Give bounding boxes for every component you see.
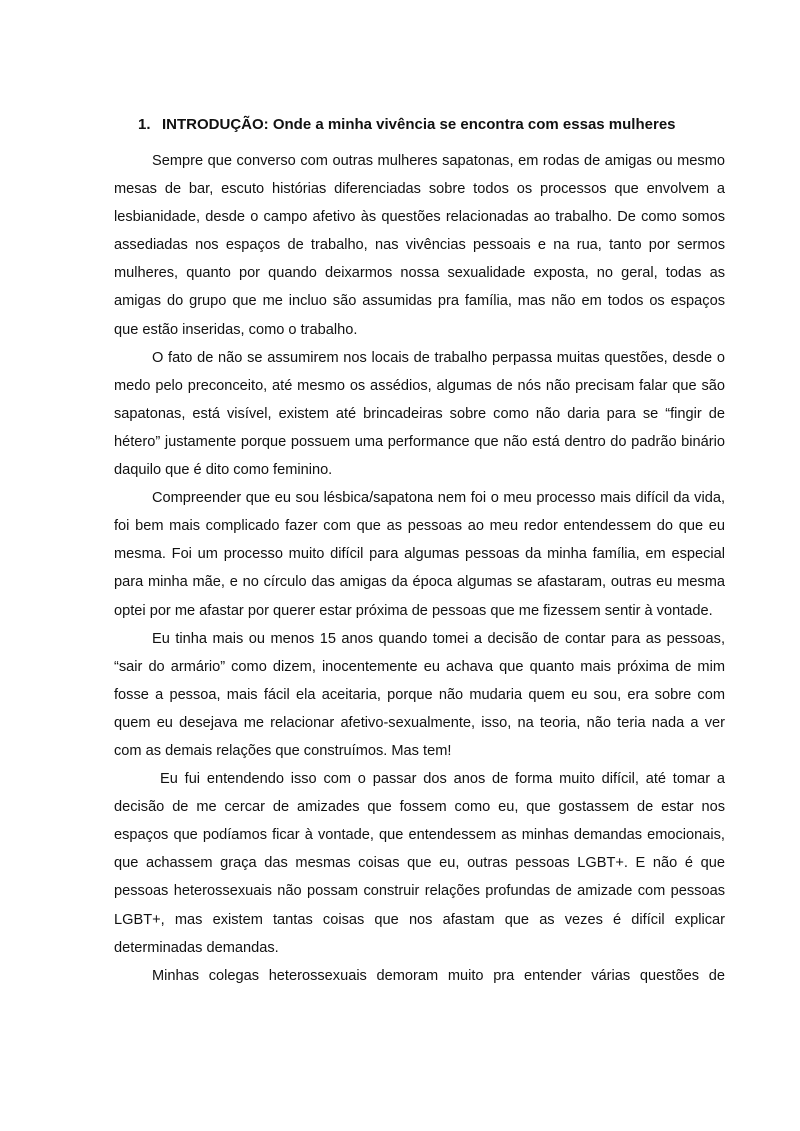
paragraph: O fato de não se assumirem nos locais de trabalho perpassa muitas questões, desde o medo pelo preconceito, até mesmo os assédios, algumas de nós não precisam falar que são sapatonas, está visível, existem até brincadeiras sobre como não daria para se “fingir de hétero” justamente porque possuem uma performance que não está dentro do padrão binário daquilo que é dito como feminino. — [114, 349, 725, 479]
paragraph: Compreender que eu sou lésbica/sapatona nem foi o meu processo mais difícil da vida, foi bem mais complicado fazer com que as pessoas ao meu redor entendessem do que eu mesma. Foi um processo muito difícil para algumas pessoas da minha família, em especial para minha mãe, e no círculo das amigas da época algumas se afastaram, outras eu mesma optei por me afastar por querer estar próxima de pessoas que me fizessem sentir à vontade. — [114, 490, 725, 619]
paragraph: Sempre que converso com outras mulheres sapatonas, em rodas de amigas ou mesmo mesas de bar, escuto histórias diferenciadas sobre todos os processos que envolvem a lesbianidade, desde o campo afetivo às questões relacionadas ao trabalho. De como somos assediadas nos espaços de trabalho, nas vivências pessoais e na rua, tanto por sermos mulheres, quanto por quando deixarmos nossa sexualidade exposta, no geral, todas as amigas do grupo que me incluo são assumidas pra família, mas não em todos os espaços que estão inseridas, como o trabalho. — [114, 153, 725, 338]
paragraph: Eu tinha mais ou menos 15 anos quando tomei a decisão de contar para as pessoas, “sair do armário” como dizem, inocentemente eu achava que quanto mais próxima de mim fosse a pessoa, mais fácil ela aceitaria, porque não mudaria quem eu sou, era sobre com quem eu desejava me relacionar afetivo-sexualmente, isso, na teoria, não teria nada a ver com as demais relações que construímos. Mas tem! — [114, 630, 725, 759]
section-heading — [138, 115, 758, 135]
section-title: INTRODUÇÃO: Onde a minha vivência se encontra com essas mulheres — [162, 116, 676, 133]
section-number: 1. — [138, 116, 151, 133]
document-body — [114, 147, 725, 990]
paragraph: Eu fui entendendo isso com o passar dos anos de forma muito difícil, até tomar a decisão de me cercar de amizades que fossem como eu, que gostassem de estar nos espaços que podíamos ficar à vontade, que entendessem as minhas demandas emocionais, que achassem graça das mesmas coisas que eu, outras pessoas LGBT+. E não é que pessoas heterossexuais não possam construir relações profundas de amizade com pessoas LGBT+, mas existem tantas coisas que nos afastam que as vezes é difícil explicar determinadas demandas. — [114, 771, 725, 956]
paragraph: Minhas colegas heterossexuais demoram muito pra entender várias questões de — [152, 967, 725, 984]
